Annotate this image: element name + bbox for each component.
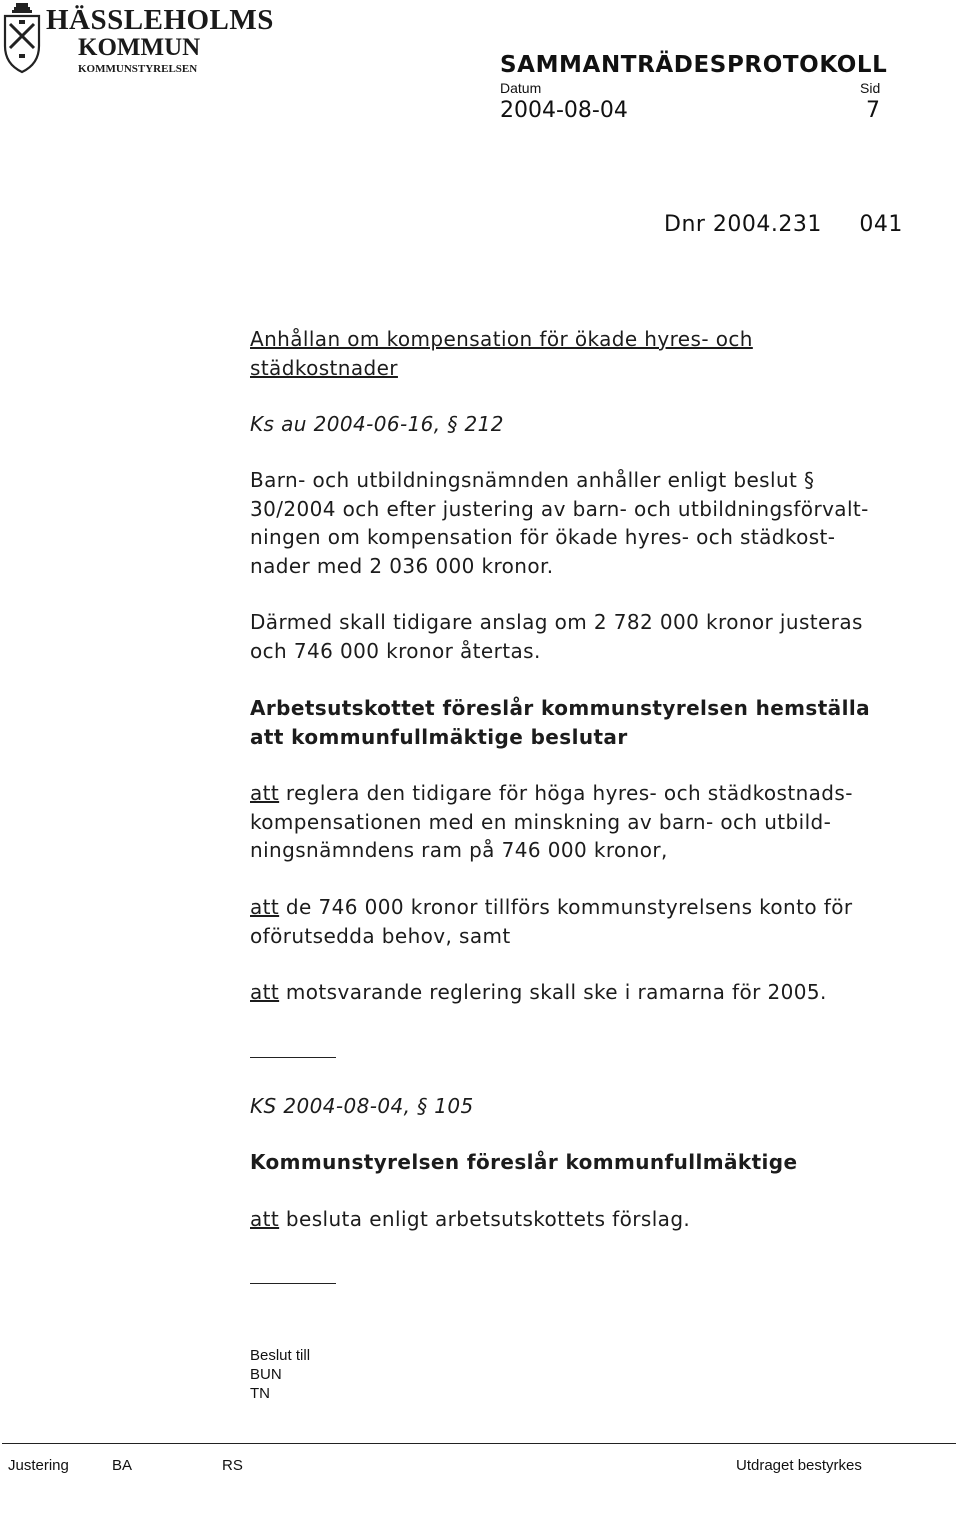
ks-ref-text: KS 2004-08-04, <box>250 1094 411 1118</box>
page-number: 7 <box>866 98 880 123</box>
ks-att-clause <box>250 1205 690 1234</box>
att-clause-1-line-3: ningsnämndens ram på 746 000 kronor, <box>250 838 668 862</box>
footer-signature-initials: RS <box>222 1457 243 1474</box>
adjustment-line-2: och 746 000 kronor återtas. <box>250 638 541 663</box>
att-clause-2-line-1: de 746 000 kronor tillförs kommunstyrelsens konto för <box>279 895 853 919</box>
au-proposal-heading <box>250 694 870 751</box>
footer-rule <box>2 1443 956 1444</box>
paragraph-symbol: § <box>447 412 458 436</box>
background-line-1: Barn- och utbildningsnämnden anhåller enligt beslut <box>250 468 805 492</box>
adjustment-line-1: Därmed skall tidigare anslag om 2 782 000 kronor justeras <box>250 610 863 634</box>
page-label: Sid <box>860 80 881 96</box>
footer-certified-label: Utdraget bestyrkes <box>736 1457 862 1474</box>
att-clause-3 <box>250 978 827 1007</box>
paragraph-symbol: § <box>417 1094 428 1118</box>
att-clause-2-line-2: oförutsedda behov, samt <box>250 923 511 948</box>
meeting-date: 2004-08-04 <box>500 98 628 123</box>
ks-att-text: besluta enligt arbetsutskottets förslag. <box>279 1207 691 1231</box>
decision-recipient: TN <box>250 1385 270 1402</box>
section-separator <box>250 1057 336 1058</box>
section-separator <box>250 1283 336 1284</box>
att-keyword: att <box>250 1207 280 1231</box>
att-clause-3-line-1: motsvarande reglering skall ske i ramarna för 2005. <box>279 980 827 1004</box>
att-keyword: att <box>250 895 280 919</box>
ks-au-number: 212 <box>464 412 504 436</box>
logo-kommun-text: KOMMUN <box>78 34 201 61</box>
au-proposal-line-1: Arbetsutskottet föreslår kommunstyrelsen hemställa <box>250 696 870 720</box>
decision-heading: Beslut till <box>250 1347 311 1364</box>
footer-justering-label: Justering <box>8 1457 69 1474</box>
att-clause-2 <box>250 893 852 950</box>
case-number-text: Dnr 2004.231 041 <box>664 212 903 237</box>
case-number <box>664 212 903 237</box>
background-line-4: nader med 2 036 000 kronor. <box>250 553 554 578</box>
att-keyword: att <box>250 781 280 805</box>
footer-signature-initials: BA <box>112 1457 133 1474</box>
att-clause-1-line-2: kompensationen med en minskning av barn- och utbild- <box>250 809 832 834</box>
background-line-3: ningen om kompensation för ökade hyres- och städkost- <box>250 525 836 549</box>
paragraph-symbol: § <box>804 468 815 492</box>
municipality-crest-logo <box>2 2 42 74</box>
subject-heading <box>250 325 753 382</box>
logo-board-text: KOMMUNSTYRELSEN <box>78 63 198 75</box>
ks-ref-number: 105 <box>434 1094 474 1118</box>
ks-au-text: Ks au 2004-06-16, <box>250 412 441 436</box>
document-type-title: SAMMANTRÄDESPROTOKOLL <box>500 52 888 78</box>
decision-distribution <box>250 1346 310 1403</box>
att-clause-1-line-1: reglera den tidigare för höga hyres- och städkostnads- <box>279 781 853 805</box>
au-proposal-line-2: att kommunfullmäktige beslutar <box>250 724 628 749</box>
ks-reference <box>250 1092 474 1121</box>
att-clause-1 <box>250 779 853 865</box>
date-label: Datum <box>500 80 542 96</box>
att-keyword: att <box>250 980 280 1004</box>
ks-au-reference <box>250 410 504 439</box>
background-paragraph <box>250 466 869 580</box>
ks-proposal-heading: Kommunstyrelsen föreslår kommunfullmäktige <box>250 1150 798 1174</box>
decision-recipient: BUN <box>250 1366 282 1383</box>
adjustment-paragraph <box>250 608 863 665</box>
subject-line-2: städkostnader <box>250 355 398 380</box>
subject-line-1: Anhållan om kompensation för ökade hyres- och <box>250 327 753 351</box>
logo-municipality-name: HÄSSLEHOLMS <box>46 4 274 36</box>
background-line-2: 30/2004 och efter justering av barn- och utbildningsförvalt- <box>250 496 869 521</box>
